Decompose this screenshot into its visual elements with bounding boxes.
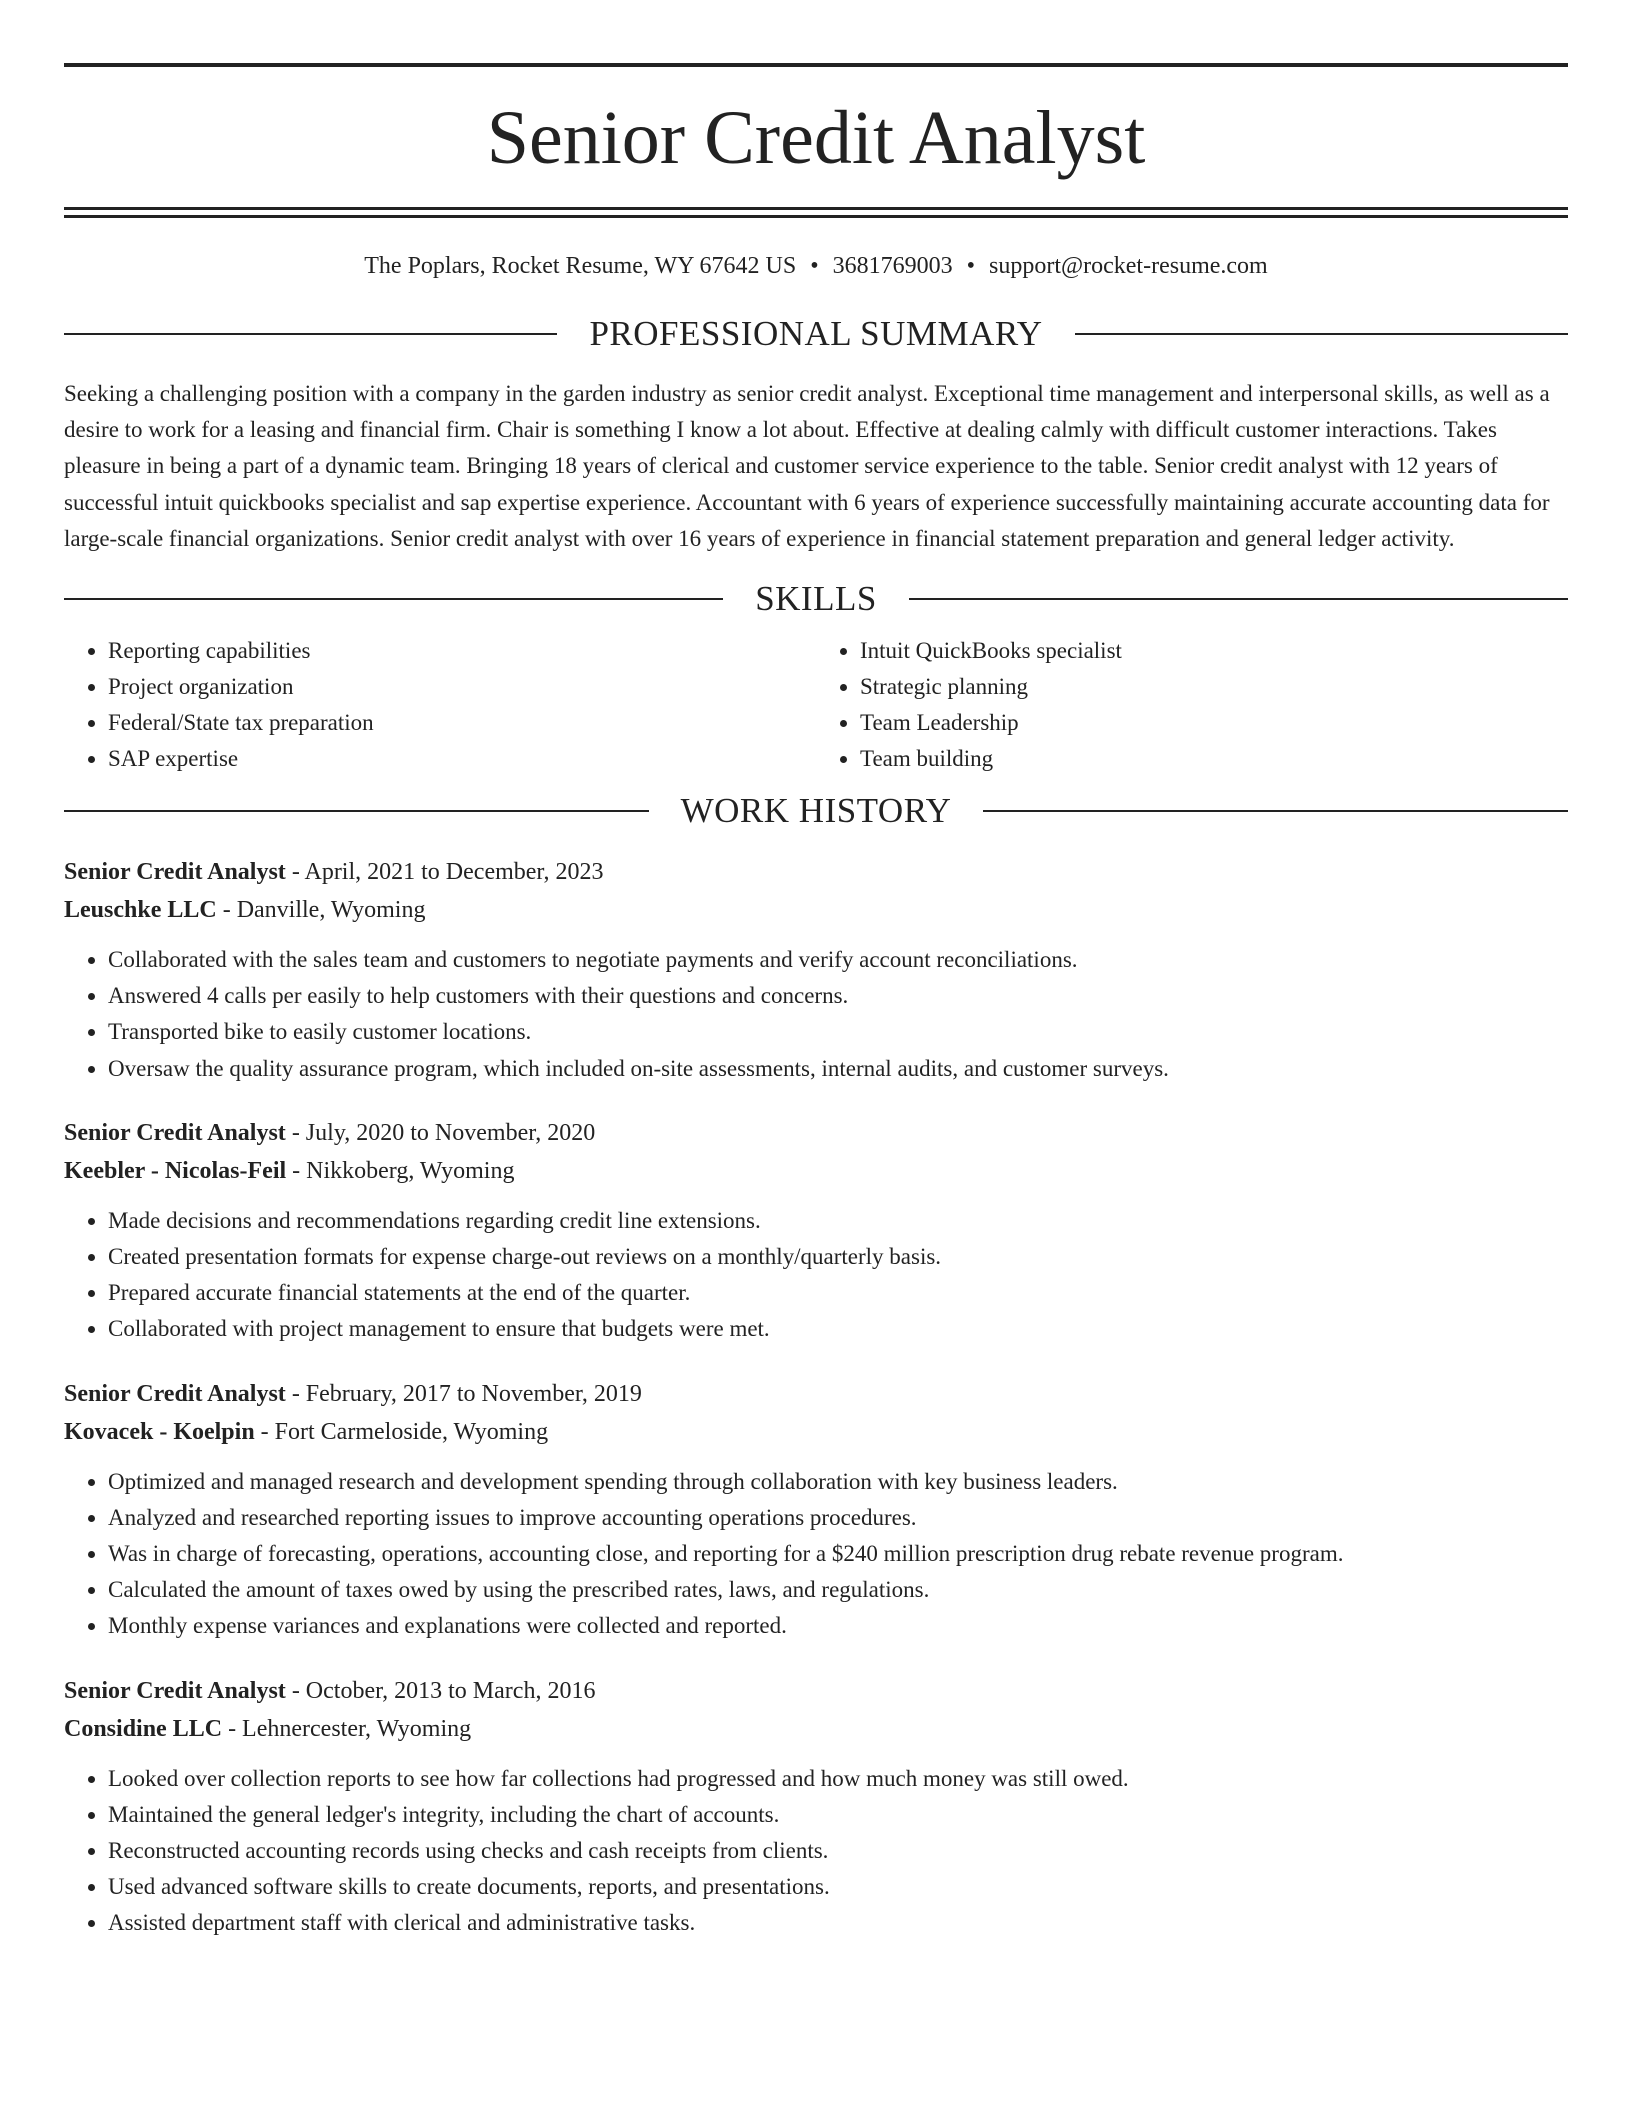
job-title-line <box>64 1375 1568 1413</box>
job-bullet: • Oversaw the quality assurance program, which included on-site assessments, internal audits, and customer surveys. <box>108 1051 1568 1087</box>
heading-rule <box>64 810 649 812</box>
job-bullet: • Calculated the amount of taxes owed by using the prescribed rates, laws, and regulations. <box>108 1572 1568 1608</box>
job-bullet: • Optimized and managed research and development spending through collaboration with key business leaders. <box>108 1464 1568 1500</box>
summary-text: Seeking a challenging position with a company in the garden industry as senior credit analyst. Exceptional time management and interpersonal skills, as well as a desire to work for a leasing and financial firm. Chair is something I know a lot about. Effective at dealing calmly with difficult customer interactions. Takes pleasure in being a part of a dynamic team. Bringing 18 years of clerical and customer service experience to the table. Senior credit analyst with 12 years of successful intuit quickbooks specialist and sap expertise experience. Accountant with 6 years of experience successfully maintaining accurate accounting data for large-scale financial organizations. Senior credit analyst with over 16 years of experience in financial statement preparation and general ledger activity. <box>64 381 1550 551</box>
skills-heading-label: SKILLS <box>755 579 877 619</box>
skills-column-left <box>64 633 816 777</box>
skills-heading <box>64 579 1568 619</box>
job-title: Senior Credit Analyst <box>64 1677 286 1704</box>
job-bullet: • Created presentation formats for expense charge-out reviews on a monthly/quarterly basis. <box>108 1239 1568 1275</box>
contact-address: The Poplars, Rocket Resume, WY 67642 US <box>364 253 797 279</box>
job-bullet: • Answered 4 calls per easily to help customers with their questions and concerns. <box>108 978 1568 1014</box>
job-location: - Lehnercester, Wyoming <box>222 1715 472 1742</box>
summary-heading-label: PROFESSIONAL SUMMARY <box>589 314 1043 353</box>
job-bullet: • Collaborated with project management to ensure that budgets were met. <box>108 1311 1568 1347</box>
job-entry <box>64 853 1568 1087</box>
job-bullet: • Assisted department staff with clerical and administrative tasks. <box>108 1905 1568 1941</box>
skill-item: • SAP expertise <box>108 741 816 777</box>
job-bullet: • Prepared accurate financial statements at the end of the quarter. <box>108 1275 1568 1311</box>
job-bullet: • Was in charge of forecasting, operations, accounting close, and reporting for a $240 million prescription drug rebate revenue program. <box>108 1536 1568 1572</box>
title-double-rule <box>64 207 1568 218</box>
job-company-line <box>64 1710 1568 1748</box>
job-company-line <box>64 1413 1568 1451</box>
job-dates: - February, 2017 to November, 2019 <box>285 1380 642 1407</box>
contact-phone: 3681769003 <box>832 253 953 279</box>
heading-rule <box>64 598 723 600</box>
job-bullet: • Maintained the general ledger's integrity, including the chart of accounts. <box>108 1797 1568 1833</box>
work-history-heading <box>64 791 1568 831</box>
job-location: - Fort Carmeloside, Wyoming <box>254 1418 549 1445</box>
heading-rule <box>64 333 557 335</box>
heading-rule <box>1075 333 1568 335</box>
job-bullet: • Used advanced software skills to create documents, reports, and presentations. <box>108 1869 1568 1905</box>
skills-column-right <box>816 633 1568 777</box>
job-company: Considine LLC <box>64 1715 223 1742</box>
job-entry <box>64 1114 1568 1348</box>
job-entry <box>64 1672 1568 1942</box>
job-bullet: • Collaborated with the sales team and customers to negotiate payments and verify account reconciliations. <box>108 942 1568 978</box>
job-location: - Nikkoberg, Wyoming <box>286 1157 515 1184</box>
job-title-line <box>64 1114 1568 1152</box>
job-title: Senior Credit Analyst <box>64 1380 286 1407</box>
skill-item: • Strategic planning <box>860 669 1568 705</box>
job-title-line <box>64 853 1568 891</box>
skill-item: • Team building <box>860 741 1568 777</box>
job-dates: - July, 2020 to November, 2020 <box>285 1119 596 1146</box>
contact-separator: • <box>810 253 819 279</box>
skills-list <box>64 633 1568 777</box>
job-company: Leuschke LLC <box>64 897 217 924</box>
job-company-line <box>64 891 1568 929</box>
skill-item: • Federal/State tax preparation <box>108 705 816 741</box>
job-title: Senior Credit Analyst <box>64 1119 286 1146</box>
job-company: Kovacek - Koelpin <box>64 1418 255 1445</box>
job-bullet: • Transported bike to easily customer locations. <box>108 1014 1568 1050</box>
contact-line <box>64 252 1568 280</box>
resume-page <box>64 63 1568 1942</box>
job-bullet: • Analyzed and researched reporting issues to improve accounting operations procedures. <box>108 1500 1568 1536</box>
job-dates: - October, 2013 to March, 2016 <box>285 1677 596 1704</box>
job-bullet: • Made decisions and recommendations regarding credit line extensions. <box>108 1203 1568 1239</box>
heading-rule <box>983 810 1568 812</box>
skill-item: • Reporting capabilities <box>108 633 816 669</box>
job-title: Senior Credit Analyst <box>64 859 286 886</box>
job-bullet: • Looked over collection reports to see how far collections had progressed and how much money was still owed. <box>108 1761 1568 1797</box>
heading-rule <box>909 598 1568 600</box>
job-bullets <box>64 942 1568 1087</box>
summary-heading <box>64 314 1568 354</box>
job-entry <box>64 1375 1568 1645</box>
skill-item: • Project organization <box>108 669 816 705</box>
job-location: - Danville, Wyoming <box>216 897 426 924</box>
skill-item: • Intuit QuickBooks specialist <box>860 633 1568 669</box>
job-bullets <box>64 1761 1568 1942</box>
job-bullets <box>64 1464 1568 1645</box>
job-company-line <box>64 1152 1568 1190</box>
top-rule <box>64 63 1568 67</box>
job-company: Keebler - Nicolas-Feil <box>64 1157 287 1184</box>
job-bullets <box>64 1203 1568 1348</box>
contact-email: support@rocket-resume.com <box>989 253 1268 279</box>
work-history-heading-label: WORK HISTORY <box>680 791 952 831</box>
job-dates: - April, 2021 to December, 2023 <box>285 859 604 886</box>
job-bullet: • Reconstructed accounting records using checks and cash receipts from clients. <box>108 1833 1568 1869</box>
resume-title: Senior Credit Analyst <box>486 96 1146 180</box>
job-title-line <box>64 1672 1568 1710</box>
job-bullet: • Monthly expense variances and explanations were collected and reported. <box>108 1608 1568 1644</box>
contact-separator: • <box>966 253 976 279</box>
skill-item: • Team Leadership <box>860 705 1568 741</box>
